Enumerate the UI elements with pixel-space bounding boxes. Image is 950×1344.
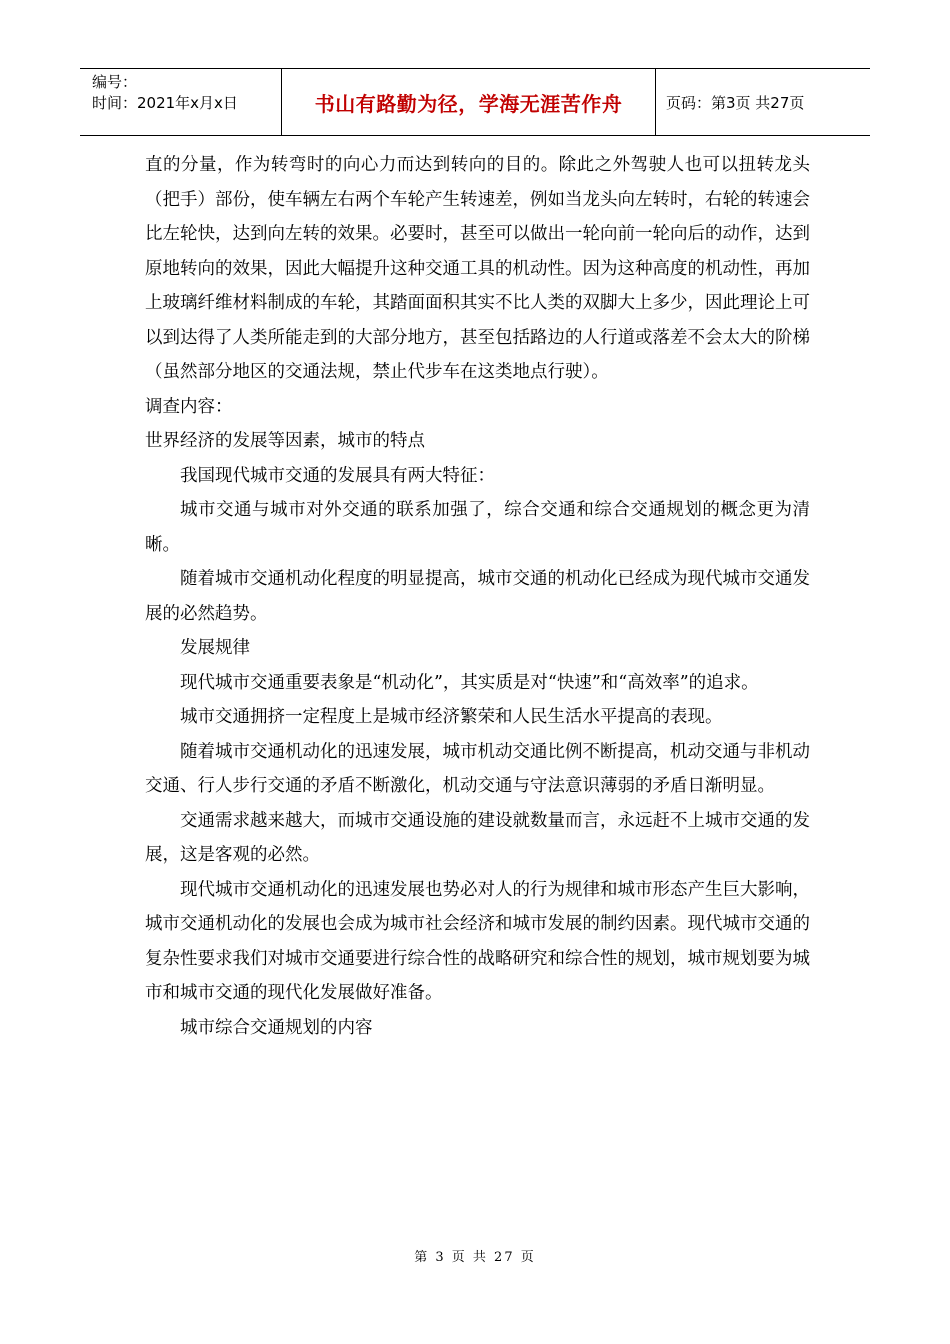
document-number-label: 编号： [92, 73, 138, 91]
page-header [80, 68, 870, 136]
section-heading: 城市综合交通规划的内容 [180, 1017, 373, 1038]
body-paragraph: 我国现代城市交通的发展具有两大特征： [180, 465, 495, 486]
body-paragraph: 现代城市交通重要表象是“机动化”，其实质是对“快速”和“高效率”的追求。 [180, 672, 759, 693]
body-paragraph: 随着城市交通机动化的迅速发展，城市机动交通比例不断提高，机动交通与非机动交通、行人步行交通的矛盾不断激化，机动交通与守法意识薄弱的矛盾日渐明显。 [145, 741, 810, 796]
body-paragraph: 现代城市交通机动化的迅速发展也势必对人的行为规律和城市形态产生巨大影响，城市交通机动化的发展也会成为城市社会经济和城市发展的制约因素。现代城市交通的复杂性要求我们对城市交通要进行综合性的战略研究和综合性的规划，城市规划要为城市和城市交通的现代化发展做好准备。 [145, 879, 810, 1003]
header-page-info: 页码：第3页 共27页 [666, 93, 805, 112]
body-paragraph: 城市交通与城市对外交通的联系加强了，综合交通和综合交通规划的概念更为清晰。 [145, 500, 810, 555]
document-date-label: 时间：2021年x月x日 [92, 94, 238, 112]
body-paragraph: 城市交通拥挤一定程度上是城市经济繁荣和人民生活水平提高的表现。 [180, 707, 723, 727]
body-paragraph: 交通需求越来越大，而城市交通设施的建设就数量而言，永远赶不上城市交通的发展，这是客观的必然。 [145, 810, 810, 865]
body-paragraph: 世界经济的发展等因素，城市的特点 [145, 431, 425, 451]
body-paragraph: 直的分量，作为转弯时的向心力而达到转向的目的。除此之外驾驶人也可以扭转龙头（把手）部份，使车辆左右两个车轮产生转速差，例如当龙头向左转时，右轮的转速会比左轮快，达到向左转的效果。必要时，甚至可以做出一轮向前一轮向后的动作，达到原地转向的效果，因此大幅提升这种交通工具的机动性。因为这种高度的机动性，再加上玻璃纤维材料制成的车轮，其踏面面积其实不比人类的双脚大上多少，因此理论上可以到达得了人类所能走到的大部分地方，甚至包括路边的人行道或落差不会太大的阶梯（虽然部分地区的交通法规，禁止代步车在这类地点行驶）。 [145, 155, 810, 382]
document-body [145, 148, 810, 1045]
section-heading: 发展规律 [180, 638, 250, 658]
header-motto: 书山有路勤为径，学海无涯苦作舟 [282, 69, 656, 135]
body-paragraph: 随着城市交通机动化程度的明显提高，城市交通的机动化已经成为现代城市交通发展的必然趋势。 [145, 569, 810, 624]
page-footer: 第 3 页 共 27 页 [414, 1250, 536, 1265]
body-paragraph: 调查内容： [145, 396, 233, 417]
header-meta [80, 69, 282, 135]
